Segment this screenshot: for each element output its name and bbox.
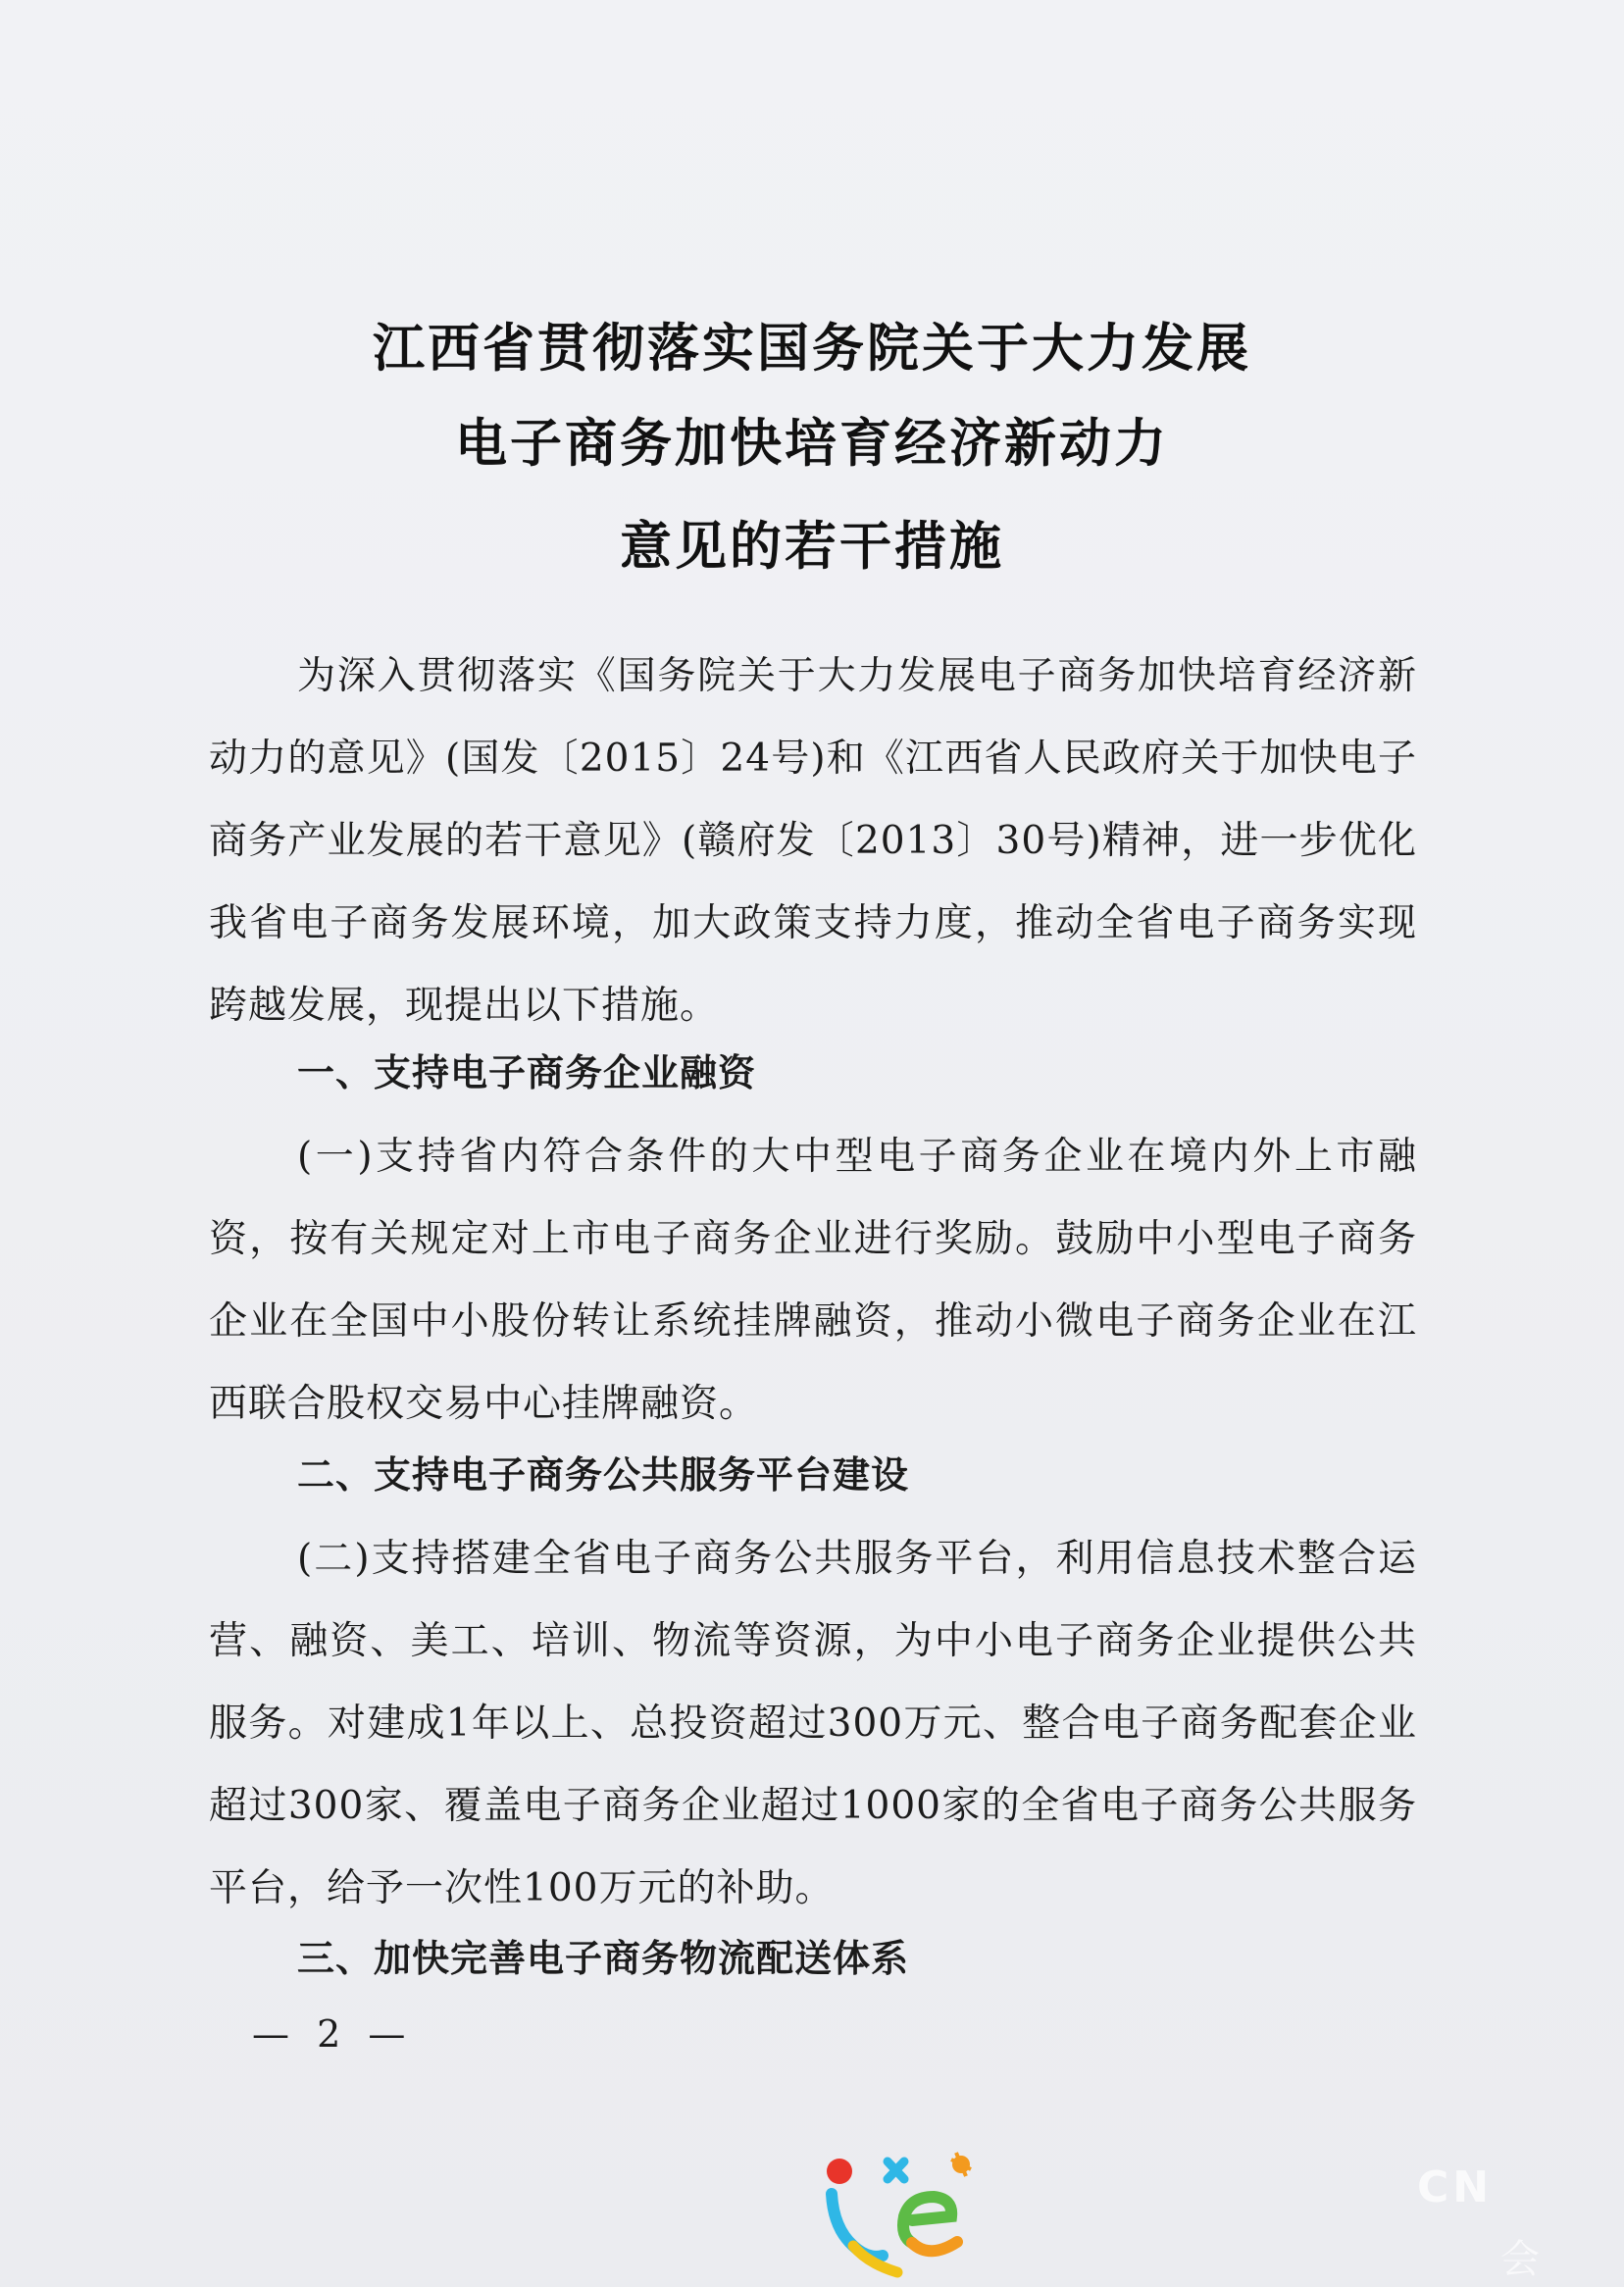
site-logo-icon: [814, 2140, 990, 2287]
section-1-heading: 一、支持电子商务企业融资: [297, 1051, 757, 1094]
document-title-line-2: 电子商务加快培育经济新动力: [455, 413, 1169, 474]
watermark-text: CN: [1417, 2162, 1494, 2212]
document-title-line-1: 江西省贯彻落实国务院关于大力发展: [373, 318, 1251, 379]
section-2-heading-block: [209, 1434, 1417, 1516]
section-2-body: [209, 1518, 1417, 1930]
watermark-text-2: 会: [1500, 2237, 1540, 2282]
page-number: — 2 —: [252, 2012, 414, 2056]
section-1-paragraph: (一)支持省内符合条件的大中型电子商务企业在境内外上市融资，按有关规定对上市电子商务企业进行奖励。鼓励中小型电子商务企业在全国中小股份转让系统挂牌融资，推动小微电子商务企业在江西联合股权交易中心挂牌融资。: [209, 1135, 1417, 1426]
section-2-paragraph: (二)支持搭建全省电子商务公共服务平台，利用信息技术整合运营、融资、美工、培训、物流等资源，为中小电子商务企业提供公共服务。对建成1年以上、总投资超过300万元、整合电子商务配套企业超过300家、覆盖电子商务企业超过1000家的全省电子商务公共服务平台，给予一次性100万元的补助。: [209, 1537, 1417, 1910]
document-title-line-3: 意见的若干措施: [620, 516, 1004, 577]
section-3-heading-block: [209, 1917, 1417, 2000]
section-2-heading: 二、支持电子商务公共服务平台建设: [297, 1453, 910, 1497]
intro-paragraph: 为深入贯彻落实《国务院关于大力发展电子商务加快培育经济新动力的意见》(国发〔2015〕24号)和《江西省人民政府关于加快电子商务产业发展的若干意见》(赣府发〔2013〕30号)精神，进一步优化我省电子商务发展环境，加大政策支持力度，推动全省电子商务实现跨越发展，现提出以下措施。: [209, 654, 1417, 1028]
intro-block: [209, 635, 1417, 1047]
section-3-heading: 三、加快完善电子商务物流配送体系: [297, 1937, 910, 1980]
section-1-body: [209, 1116, 1417, 1446]
section-1-heading-block: [209, 1032, 1417, 1114]
